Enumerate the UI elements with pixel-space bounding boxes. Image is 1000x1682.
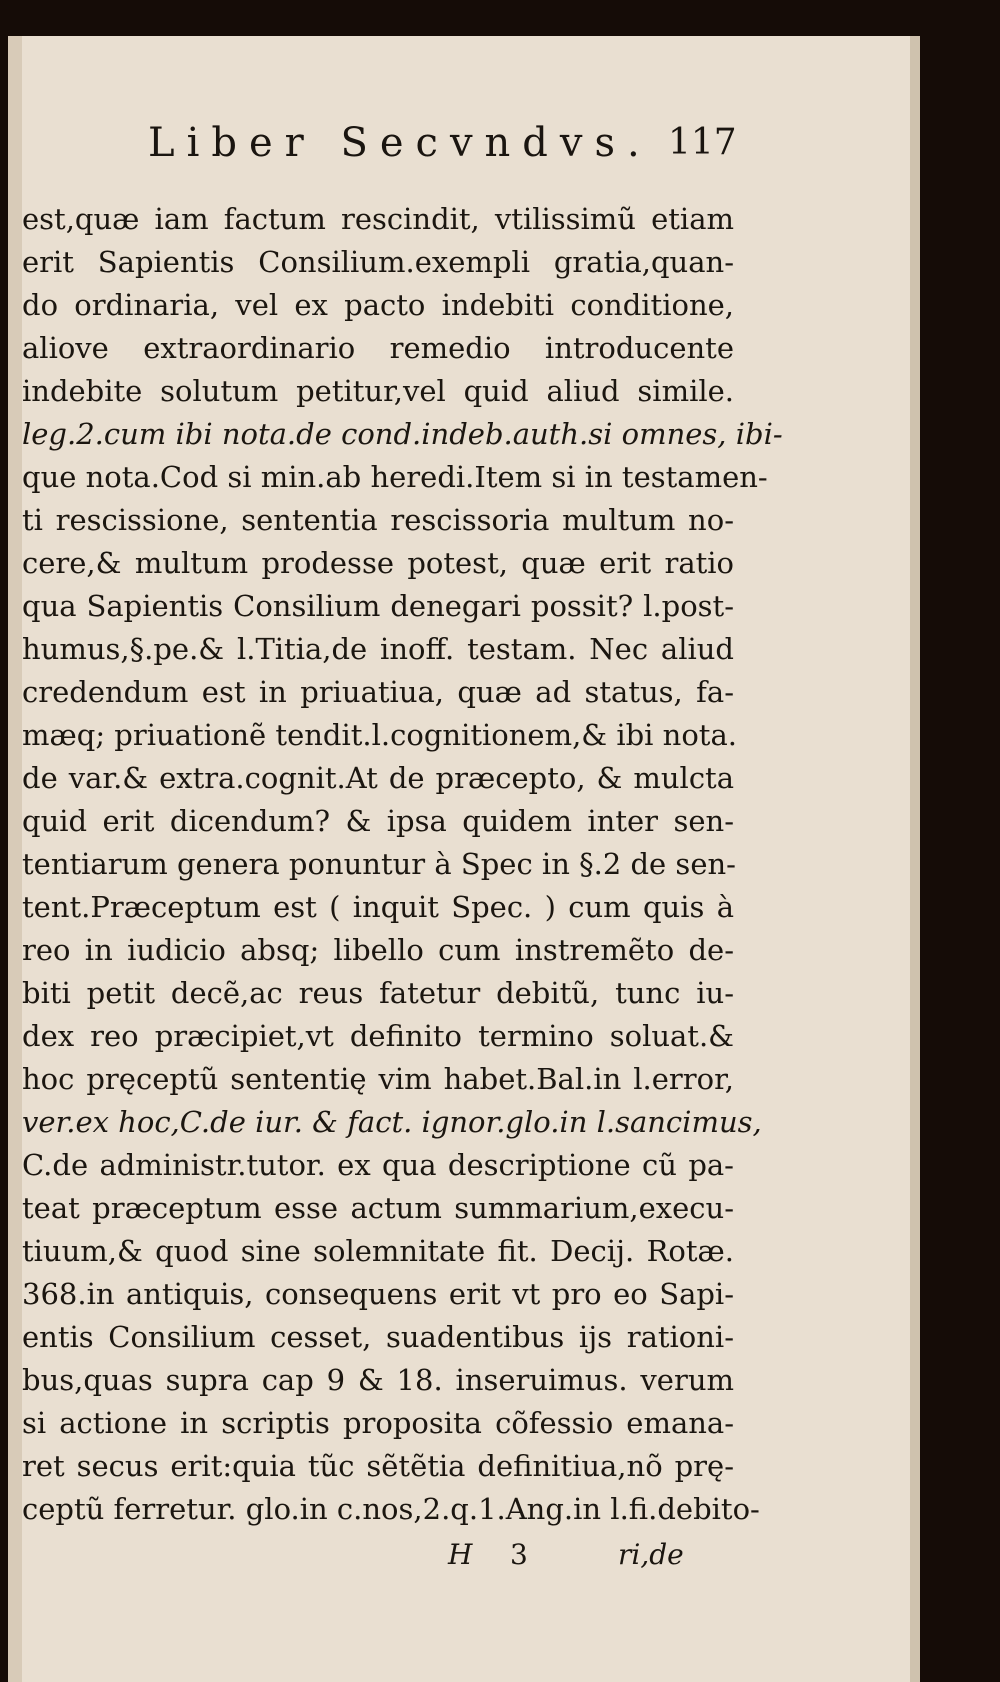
text-line: ret secus erit:quia tũc sẽtẽtia definitiua,nõ prę- xyxy=(22,1449,734,1483)
text-line: credendum est in priuatiua, quæ ad status, fa- xyxy=(22,675,734,709)
text-line: bus,quas supra cap 9 & 18. inseruimus. verum xyxy=(22,1363,734,1397)
signature-mark: H xyxy=(448,1538,473,1571)
text-line: que nota.Cod si min.ab heredi.Item si in testamen- xyxy=(22,460,768,494)
text-line: ti rescissione, sententia rescissoria multum no- xyxy=(22,503,734,537)
text-line: entis Consilium cesset, suadentibus ijs rationi- xyxy=(22,1320,734,1354)
text-line: do ordinaria, vel ex pacto indebiti conditione, xyxy=(22,288,734,322)
text-line: tentiarum genera ponuntur à Spec in §.2 de sen- xyxy=(22,847,736,881)
page-header xyxy=(148,120,737,180)
text-line: tent.Præceptum est ( inquit Spec. ) cum quis à xyxy=(22,890,734,924)
text-line: leg.2.cum ibi nota.de cond.indeb.auth.si omnes, ibi- xyxy=(22,417,783,451)
signature-number: 3 xyxy=(510,1538,528,1571)
book-page xyxy=(8,36,920,1682)
page-fore-edge xyxy=(910,36,920,1682)
text-line: quid erit dicendum? & ipsa quidem inter sen- xyxy=(22,804,734,838)
text-line: indebite solutum petitur,vel quid aliud simile. xyxy=(22,374,734,408)
text-line: humus,§.pe.& l.Titia,de inoff. testam. Nec aliud xyxy=(22,632,734,666)
text-line: biti petit decẽ,ac reus fatetur debitũ, tunc iu- xyxy=(22,976,734,1010)
text-line: aliove extraordinario remedio introducente xyxy=(22,331,734,365)
text-line: C.de administr.tutor. ex qua descriptione cũ pa- xyxy=(22,1148,734,1182)
text-block xyxy=(22,198,783,1531)
text-line: tiuum,& quod sine solemnitate fit. Decij. Rotæ. xyxy=(22,1234,734,1268)
catchword: ri,de xyxy=(618,1538,684,1571)
text-line: dex reo præcipiet,vt definito termino soluat.& xyxy=(22,1019,734,1053)
text-line: hoc pręceptũ sententię vim habet.Bal.in l.error, xyxy=(22,1062,734,1096)
text-line: mæq; priuationẽ tendit.l.cognitionem,& ibi nota. xyxy=(22,718,737,752)
page-footer xyxy=(448,1538,720,1578)
text-line: de var.& extra.cognit.At de præcepto, & mulcta xyxy=(22,761,734,795)
page-number: 117 xyxy=(668,122,737,163)
text-line: si actione in scriptis proposita cõfessio emana- xyxy=(22,1406,734,1440)
text-line: teat præceptum esse actum summarium,execu- xyxy=(22,1191,734,1225)
running-head: Liber Secvndvs. xyxy=(148,120,652,166)
text-line: est,quæ iam factum rescindit, vtilissimũ etiam xyxy=(22,202,734,236)
text-line: ver.ex hoc,C.de iur. & fact. ignor.glo.in l.sancimus, xyxy=(22,1105,762,1139)
text-line: cere,& multum prodesse potest, quæ erit ratio xyxy=(22,546,734,580)
page-gutter-edge xyxy=(8,36,22,1682)
text-line: 368.in antiquis, consequens erit vt pro eo Sapi- xyxy=(22,1277,734,1311)
text-line: erit Sapientis Consilium.exempli gratia,quan- xyxy=(22,245,734,279)
text-line: reo in iudicio absq; libello cum instremẽto de- xyxy=(22,933,734,967)
text-line: qua Sapientis Consilium denegari possit? l.post- xyxy=(22,589,734,623)
text-line: ceptũ ferretur. glo.in c.nos,2.q.1.Ang.in l.fi.debito- xyxy=(22,1492,760,1526)
